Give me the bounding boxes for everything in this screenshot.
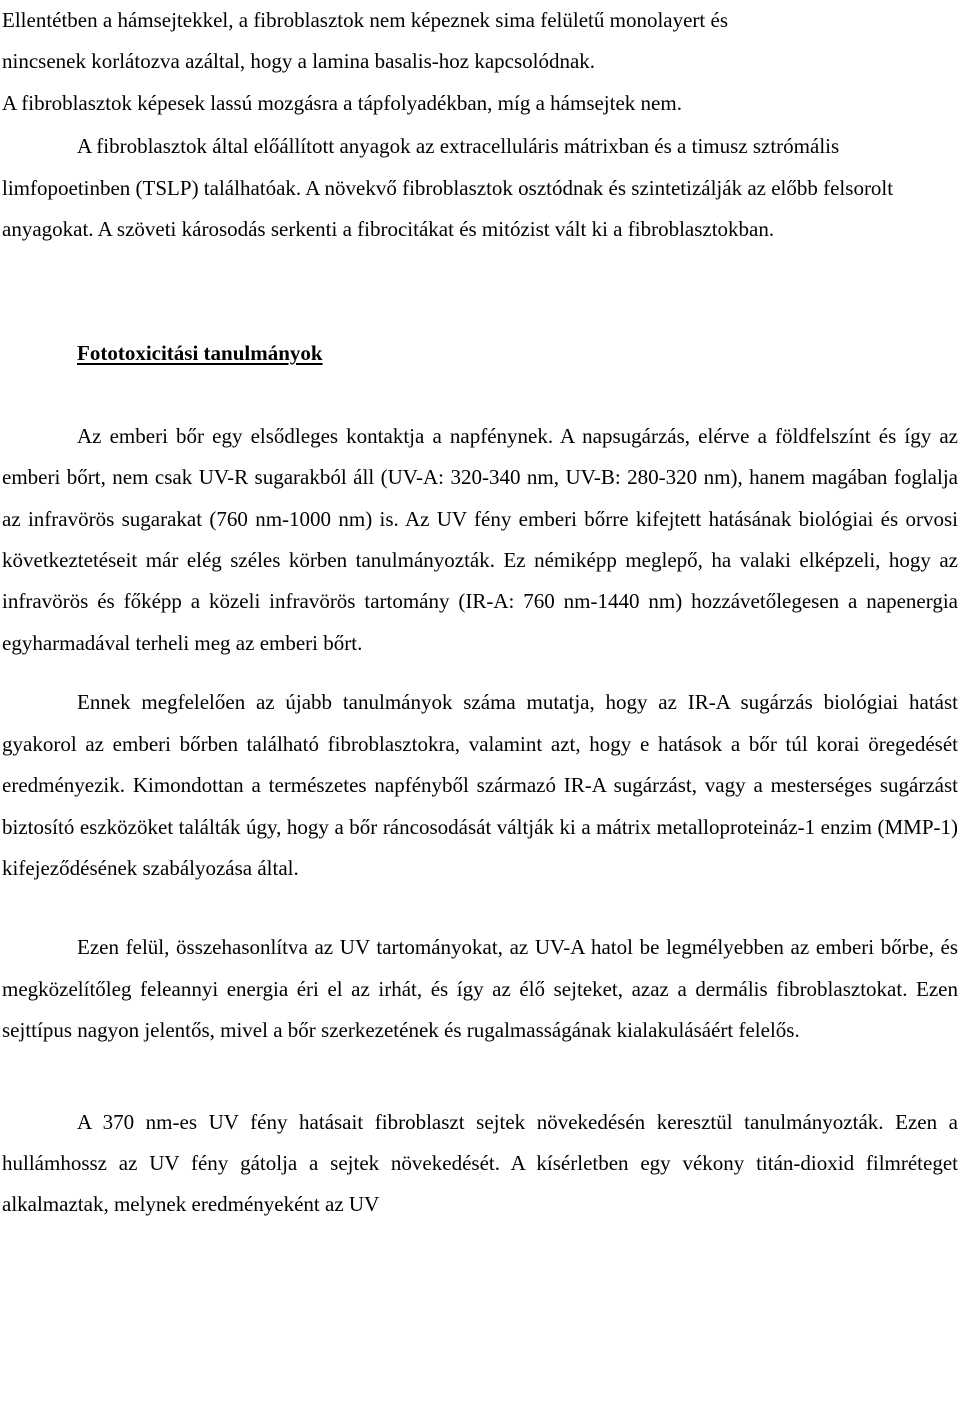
intro-line: A fibroblasztok képesek lassú mozgásra a tápfolyadékban, míg a hámsejtek nem. (2, 90, 682, 115)
document-page (2, 0, 958, 1226)
paragraph-370nm-uv: A 370 nm-es UV fény hatásait fibroblaszt sejtek növekedésén keresztül tanulmányozták. Ezen a hullámhossz az UV fény gátolja a sejtek növekedését. A kísérletben egy vékony titán-dioxid filmréteget alkalmaztak, melynek eredményeként az UV (2, 1109, 958, 1217)
section-heading: Fototoxicitási tanulmányok (77, 341, 323, 366)
paragraph-fibroblast-materials: A fibroblasztok által előállított anyagok az extracelluláris mátrixban és a timusz sztrómális limfopoetinben (TSLP) találhatóak. A növekvő fibroblasztok osztódnak és szintetizálják az előbb felsorolt anyagokat. A szöveti károsodás serkenti a fibrocitákat és mitózist vált ki a fibroblasztokban. (2, 134, 894, 242)
paragraph-skin-sunlight: Az emberi bőr egy elsődleges kontaktja a napfénynek. A napsugárzás, elérve a földfelszínt és így az emberi bőrt, nem csak UV-R sugarakból áll (UV-A: 320-340 nm, UV-B: 280-320 nm), hanem magában foglalja az infravörös sugarakat (760 nm-1000 nm) is. Az UV fény emberi bőrre kifejtett hatásának biológiai és orvosi következtetéseit már elég széles körben tanulmányozták. Ez némiképp meglepő, ha valaki elképzeli, hogy az infravörös és főképp a közeli infravörös tartomány (IR-A: 760 nm-1440 nm) hozzávetőlegesen a napenergia egyharmadával terheli meg az emberi bőrt. (2, 423, 958, 655)
intro-block (2, 0, 958, 124)
paragraph-ir-a-studies: Ennek megfelelően az újabb tanulmányok száma mutatja, hogy az IR-A sugárzás biológiai hatást gyakorol az emberi bőrben található fibroblasztokra, valamint azt, hogy e hatások a bőr túl korai öregedését eredményezik. Kimondottan a természetes napfényből származó IR-A sugárzást, vagy a mesterséges sugárzást biztosító eszközöket találták úgy, hogy a bőr ráncosodását váltják ki a mátrix metalloproteináz-1 enzim (MMP-1) kifejeződésének szabályozása által. (2, 690, 958, 880)
intro-line: nincsenek korlátozva azáltal, hogy a lamina basalis-hoz kapcsolódnak. (2, 49, 596, 74)
intro-line: Ellentétben a hámsejtekkel, a fibroblasztok nem képeznek sima felületű monolayert és (2, 8, 728, 32)
paragraph-uv-a-penetration: Ezen felül, összehasonlítva az UV tartományokat, az UV-A hatol be legmélyebben az emberi bőrbe, és megközelítőleg feleannyi energia éri el az irhát, és így az élő sejteket, azaz a dermális fibroblasztokat. Ezen sejttípus nagyon jelentős, mivel a bőr szerkezetének és rugalmasságának kialakulásáért felelős. (2, 935, 958, 1043)
